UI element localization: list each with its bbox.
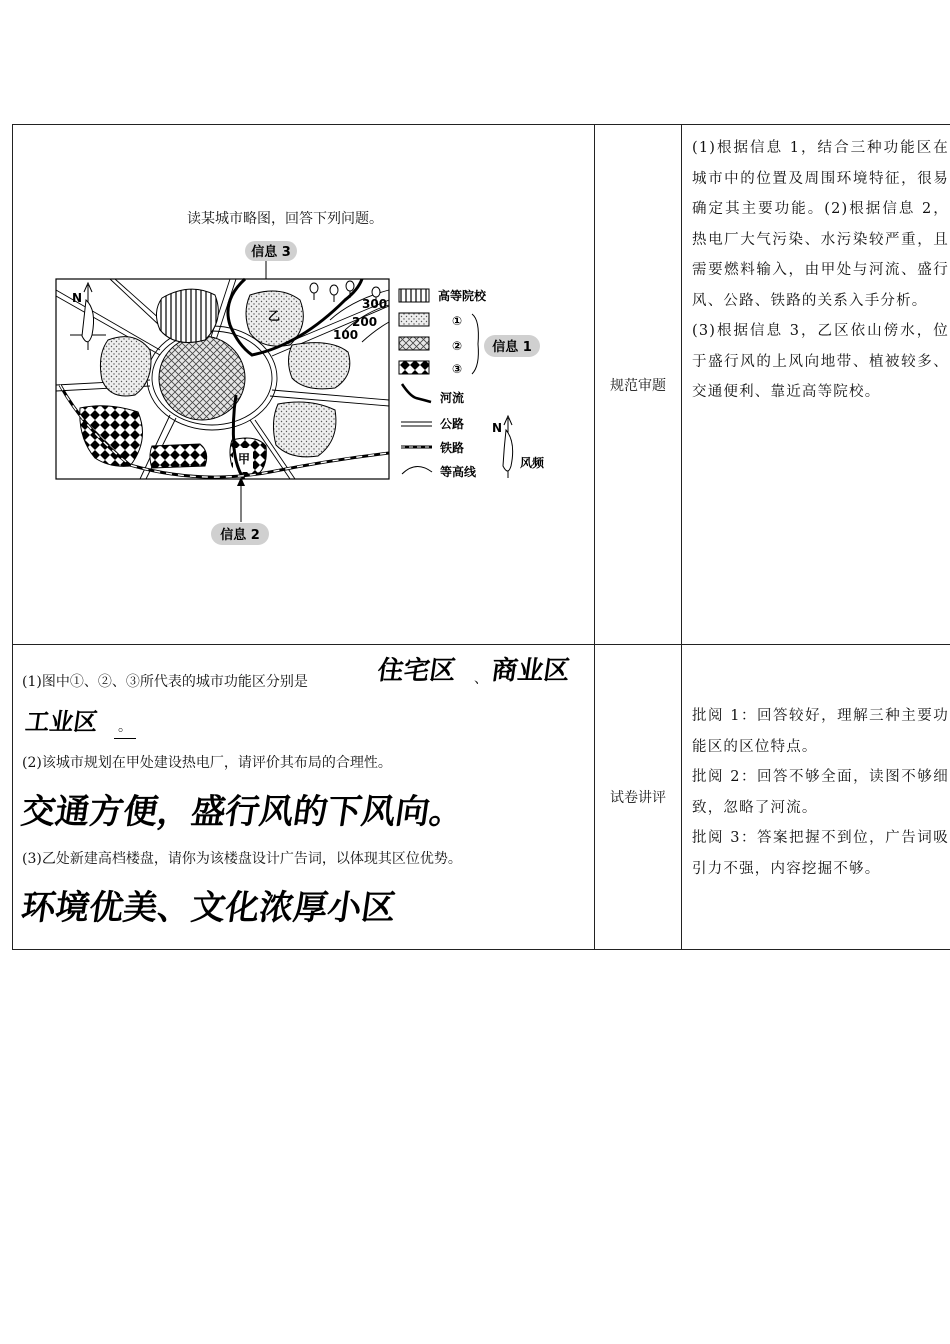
lecture-label: 试卷讲评: [595, 645, 682, 950]
svg-text:N: N: [72, 291, 83, 305]
info2-callout: [211, 477, 269, 545]
svg-text:铁路: 铁路: [440, 441, 465, 455]
answer-3: 环境优美、文化浓厚小区: [18, 888, 399, 928]
answer-1-industrial: 工业区: [23, 708, 100, 736]
svg-text:风频: 风频: [520, 456, 545, 470]
svg-text:N: N: [492, 421, 503, 435]
svg-text:公路: 公路: [440, 417, 465, 431]
comment-3: 批阅 3：答案把握不到位，广告词吸引力不强，内容挖掘不够。: [692, 830, 949, 877]
map-legend: [399, 288, 545, 479]
question-1: (1)图中①、②、③所代表的城市功能区分别是: [22, 674, 308, 690]
answer-1-separator: 、: [474, 671, 488, 687]
comments-cell: [682, 645, 950, 950]
svg-text:②: ②: [452, 339, 463, 353]
svg-text:高等院校: 高等院校: [438, 289, 487, 303]
review-label: 规范审题: [595, 125, 682, 645]
svg-text:200: 200: [352, 315, 378, 329]
svg-text:信息 3: 信息 3: [251, 245, 291, 260]
answer-1-underline: [114, 738, 136, 739]
city-map-figure: [40, 235, 570, 555]
svg-text:乙: 乙: [268, 309, 281, 323]
svg-text:信息 2: 信息 2: [220, 528, 260, 543]
answer-1-commercial: 商业区: [489, 656, 572, 686]
analysis-paragraph-2: (3)根据信息 3，乙区依山傍水，位于盛行风的上风向地带、植被较多、交通便利、靠近高等院校。: [692, 323, 949, 400]
question-3: (3)乙处新建高档楼盘，请你为该楼盘设计广告词，以体现其区位优势。: [22, 851, 462, 867]
svg-text:③: ③: [452, 362, 463, 376]
svg-text:河流: 河流: [440, 391, 465, 405]
svg-text:①: ①: [452, 314, 463, 328]
analysis-paragraph-1: (1)根据信息 1，结合三种功能区在城市中的位置及周围环境特征，很易确定其主要功能。(2)根据信息 2，热电厂大气污染、水污染较严重，且需要燃料输入，由甲处与河流、盛行风、公路、铁路的关系入手分析。: [692, 140, 949, 309]
svg-text:甲: 甲: [238, 452, 251, 466]
svg-text:信息 1: 信息 1: [492, 340, 532, 355]
svg-text:等高线: 等高线: [440, 465, 477, 479]
answer-1-end: 。: [118, 719, 132, 735]
svg-text:100: 100: [333, 328, 359, 342]
question-2: (2)该城市规划在甲处建设热电厂，请评价其布局的合理性。: [22, 755, 392, 771]
comment-2: 批阅 2：回答不够全面，读图不够细致，忽略了河流。: [692, 769, 949, 816]
answer-2: 交通方便，盛行风的下风向。: [18, 792, 467, 832]
comment-1: 批阅 1：回答较好，理解三种主要功能区的区位特点。: [692, 708, 949, 755]
svg-text:300: 300: [362, 297, 388, 311]
analysis-cell: [682, 125, 950, 645]
answer-1-residential: 住宅区: [375, 656, 458, 686]
map-title: 读某城市略图，回答下列问题。: [187, 211, 383, 227]
